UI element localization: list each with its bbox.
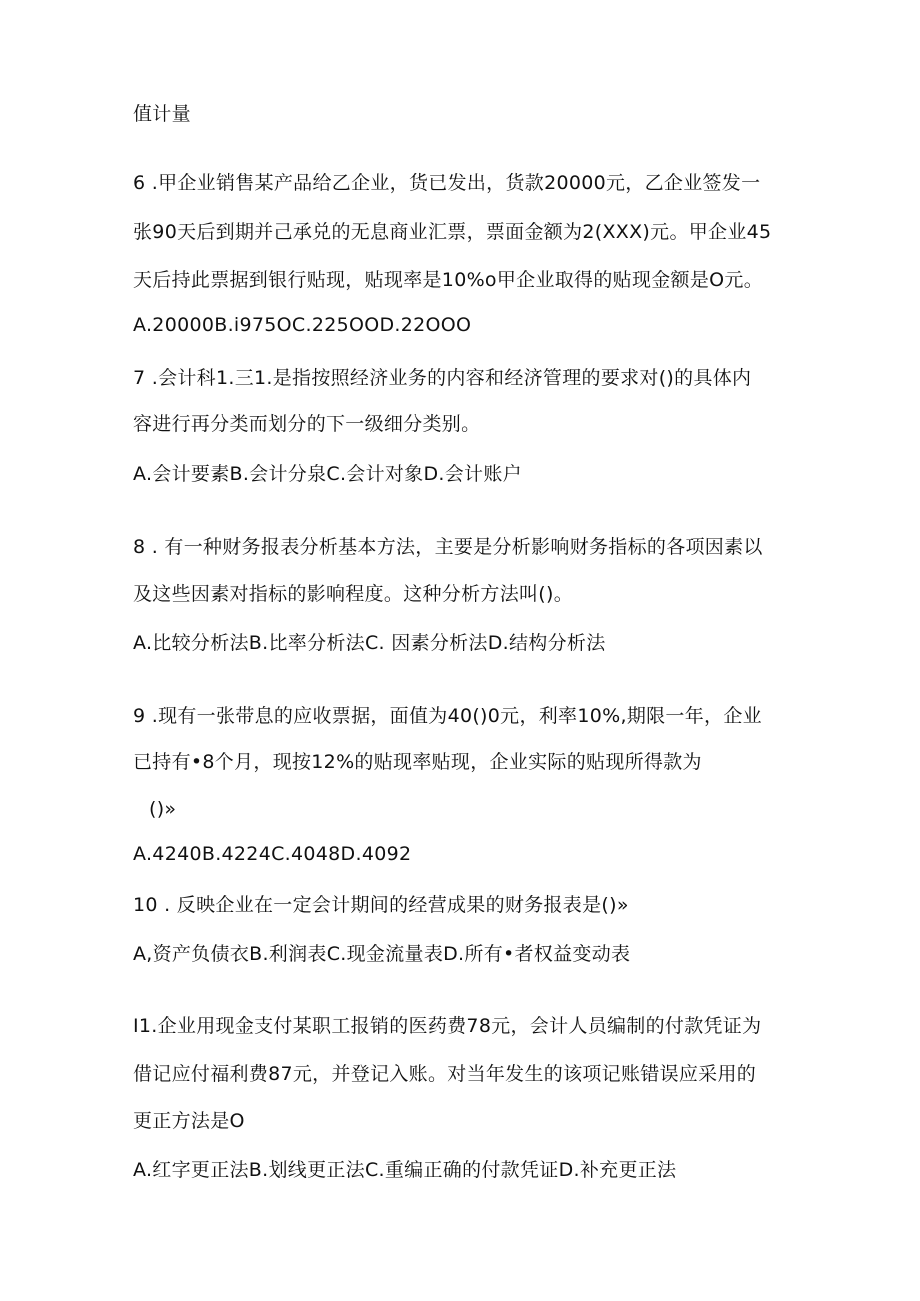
question-8-options: A.比较分析法B.比率分析法C. 因素分析法D.结构分析法: [133, 632, 606, 654]
question-8-line-2: 及这些因素对指标的影响程度。这种分析方法叫()。: [133, 583, 574, 605]
question-11-line-3: 更正方法是O: [133, 1110, 245, 1132]
question-11-line-2: 借记应付福利费87元，并登记入账。对当年发生的该项记账错误应采用的: [133, 1063, 757, 1085]
question-8-line-1: 8 . 有一种财务报表分析基本方法，主要是分析影响财务指标的各项因素以: [133, 536, 763, 558]
question-11-options: A.红字更正法B.划线更正法C.重编正确的付款凭证D.补充更正法: [133, 1159, 677, 1181]
question-6-line-3: 天后持此票据到银行贴现，贴现率是10%o甲企业取得的贴现金额是O元。: [133, 269, 764, 291]
question-11-line-1: I1.企业用现金支付某职工报销的医药费78元，会计人员编制的付款凭证为: [133, 1015, 762, 1037]
question-9-line-1: 9 .现有一张带息的应收票据，面值为40()0元，利率10%,期限一年，企业: [133, 705, 762, 727]
question-9-options: A.4240B.4224C.4048D.4092: [133, 843, 412, 865]
text-line-continuation: 值计量: [133, 103, 191, 125]
question-9-line-2: 已持有•8个月，现按12%的贴现率贴现，企业实际的贴现所得款为: [133, 751, 702, 773]
question-7-options: A.会计要素B.会计分泉C.会计对象D.会计账户: [133, 463, 522, 485]
question-10-line-1: 10 . 反映企业在一定会计期间的经营成果的财务报表是()»: [133, 894, 629, 916]
question-6-line-1: 6 .甲企业销售某产品给乙企业，货已发出，货款20000元，乙企业签发一: [133, 172, 761, 194]
question-9-line-3: ()»: [149, 798, 177, 820]
question-6-line-2: 张90天后到期并己承兑的无息商业汇票，票面金额为2(XXX)元。甲企业45: [133, 221, 772, 243]
question-6-options: A.20000B.i975OC.225OOD.22OOO: [133, 314, 472, 336]
question-7-line-1: 7 .会计科1.三1.是指按照经济业务的内容和经济管理的要求对()的具体内: [133, 367, 752, 389]
question-10-options: A,资产负债衣B.利润表C.现金流量表D.所有•者权益变动表: [133, 943, 631, 965]
question-7-line-2: 容进行再分类而划分的下一级细分类别。: [133, 413, 481, 435]
